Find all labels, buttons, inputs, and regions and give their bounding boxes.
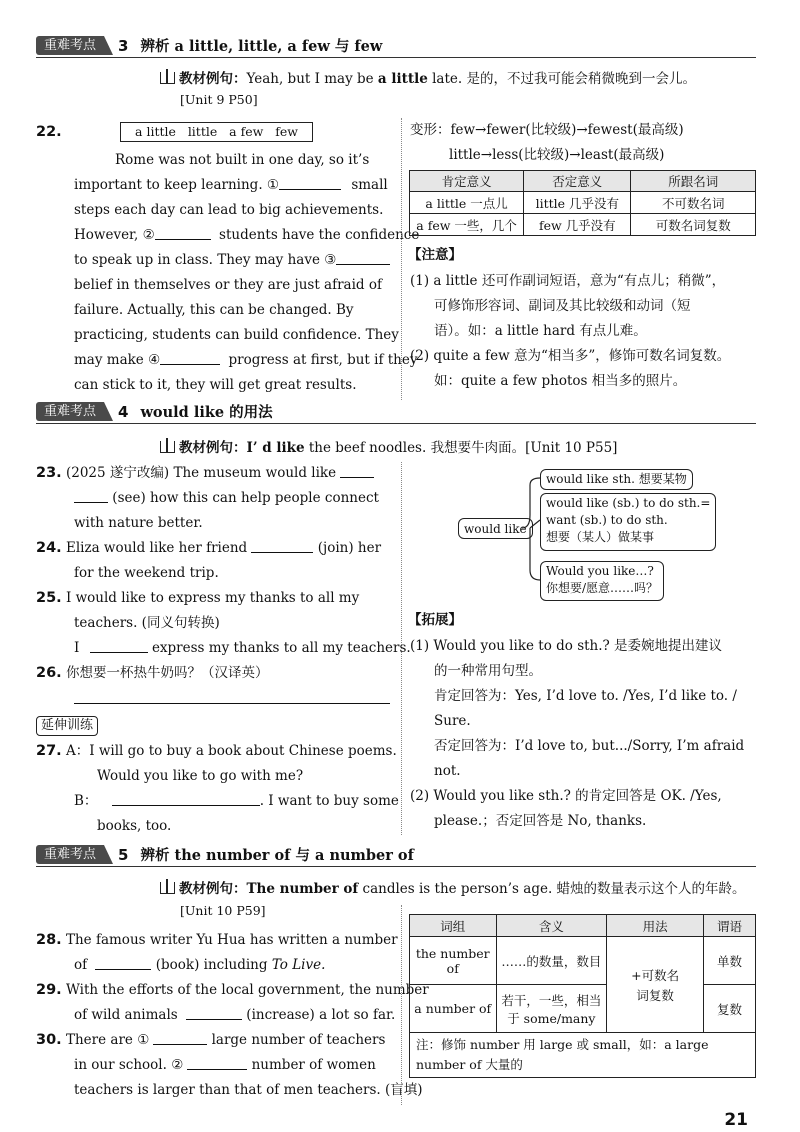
- passage-line: (see) how this can help people connect: [74, 489, 379, 507]
- question-29: 29. With the efforts of the local government, the number: [36, 982, 429, 998]
- expand-line: please.；否定回答是 No, thanks.: [434, 813, 647, 829]
- word-options-box: a little little a few few: [120, 122, 313, 142]
- passage-line: may make ④ progress at first, but if they: [74, 352, 418, 368]
- extension-label: 延伸训练: [36, 716, 98, 736]
- blank-28[interactable]: [95, 957, 151, 970]
- passage-line: practicing, students can build confidence. They: [74, 327, 399, 343]
- question-26: 26. 你想要一杯热牛奶吗？（汉译英）: [36, 665, 269, 681]
- example-sentence: 教材例句：I’ d like the beef noodles. 我想要牛肉面。[Unit 10 P55]: [160, 436, 617, 456]
- passage-line: books, too.: [97, 818, 172, 834]
- notes-title: 【注意】: [408, 247, 462, 263]
- blank-1[interactable]: [279, 177, 341, 190]
- passage-line: However, ② students have the confidence: [74, 227, 420, 243]
- note-line: 如：quite a few photos 相当多的照片。: [434, 373, 687, 389]
- question-number: 22.: [36, 124, 62, 140]
- expand-line: 否定回答为：I’d love to, but.../Sorry, I’m afraid: [434, 738, 745, 754]
- passage-line: important to keep learning. ① small: [74, 177, 388, 193]
- question-30: 30. There are ① large number of teachers: [36, 1032, 386, 1048]
- passage-line: Rome was not built in one day, so it’s: [115, 152, 370, 168]
- note-line: (2) quite a few 意为“相当多”，修饰可数名词复数。: [410, 348, 731, 364]
- blank-25[interactable]: [90, 640, 148, 653]
- blank-27[interactable]: [112, 793, 260, 806]
- example-sentence: 教材例句：Yeah, but I may be a little late. 是的，不过我可能会稍微晚到一会儿。: [160, 67, 696, 87]
- mindmap-root: would like: [458, 518, 533, 539]
- section-badge: 重难考点: [36, 845, 104, 864]
- variant-line: 变形：few→fewer(比较级)→fewest(最高级): [410, 122, 684, 138]
- expand-line: (1) Would you like to do sth.? 是委婉地提出建议: [410, 638, 723, 654]
- expand-line: (2) Would you like sth.? 的肯定回答是 OK. /Yes,: [410, 788, 722, 804]
- section-title: 辨析 a little, little, a few 与 few: [140, 38, 383, 55]
- passage-line: teachers. (同义句转换): [74, 615, 220, 631]
- passage-line: in our school. ② number of women: [74, 1057, 376, 1073]
- blank-29[interactable]: [186, 1007, 242, 1020]
- passage-line: belief in themselves or they are just afraid of: [74, 277, 382, 293]
- answer-line-26[interactable]: [74, 703, 390, 704]
- example-sentence: 教材例句：The number of candles is the person’s age. 蜡烛的数量表示这个人的年龄。: [160, 877, 746, 897]
- column-divider: [401, 905, 402, 1105]
- question-23: 23. (2025 遂宁改编) The museum would like: [36, 464, 374, 482]
- note-line: 语）。如：a little hard 有点儿难。: [434, 323, 647, 339]
- section-badge: 重难考点: [36, 402, 104, 421]
- variant-line: little→less(比较级)→least(最高级): [449, 147, 665, 163]
- book-icon: [160, 72, 175, 84]
- book-icon: [160, 882, 175, 894]
- expand-line: 的一种常用句型。: [434, 663, 542, 679]
- section-header-4: [36, 400, 756, 424]
- note-line: (1) a little 还可作副词短语，意为“有点儿；稍微”，: [410, 273, 726, 289]
- blank-30a[interactable]: [153, 1032, 207, 1045]
- passage-line: with nature better.: [74, 515, 203, 531]
- unit-reference: [Unit 9 P50]: [180, 92, 258, 107]
- section-header-5: [36, 843, 756, 867]
- blank-3[interactable]: [336, 252, 390, 265]
- passage-line: of wild animals (increase) a lot so far.: [74, 1007, 396, 1023]
- expand-title: 【拓展】: [408, 612, 462, 628]
- unit-reference: [Unit 10 P59]: [180, 903, 266, 918]
- passage-line: Would you like to go with me?: [97, 768, 304, 784]
- mindmap-branch: would like sth. 想要某物: [540, 469, 693, 490]
- book-icon: [160, 441, 175, 453]
- passage-line: B： . I want to buy some: [74, 793, 399, 809]
- expand-line: not.: [434, 763, 461, 779]
- blank-2[interactable]: [155, 227, 211, 240]
- passage-line: of (book) including To Live.: [74, 957, 326, 973]
- expand-line: 肯定回答为：Yes, I’d love to. /Yes, I’d like to. /: [434, 688, 737, 704]
- section-header-3: [36, 34, 756, 58]
- blank-23b[interactable]: [74, 490, 108, 503]
- question-28: 28. The famous writer Yu Hua has written a number: [36, 932, 398, 948]
- usage-table: 肯定意义 否定意义 所跟名词 a little 一点儿 little 几乎没有 不可数名词 a few 一些，几个 few 几乎没有 可数名词复数: [409, 170, 756, 236]
- passage-line: to speak up in class. They may have ③: [74, 251, 390, 269]
- page-number: 21: [724, 1110, 748, 1130]
- passage-line: teachers is larger than that of men teachers. (盲填): [74, 1082, 423, 1098]
- blank-23a[interactable]: [340, 465, 374, 478]
- mindmap-branch: Would you like…? 你想要/愿意……吗？: [540, 561, 664, 601]
- note-line: 可修饰形容词、副词及其比较级和动词（短: [434, 298, 691, 314]
- question-25: 25. I would like to express my thanks to all my: [36, 590, 360, 606]
- passage-line: failure. Actually, this can be changed. By: [74, 302, 354, 318]
- passage-line: can stick to it, they will get great results.: [74, 377, 357, 393]
- section-number: 3: [118, 36, 129, 55]
- mindmap-branch: would like (sb.) to do sth.= want (sb.) to do sth. 想要（某人）做某事: [540, 493, 716, 551]
- section-title: 辨析 the number of 与 a number of: [140, 847, 414, 864]
- column-divider: [401, 118, 402, 400]
- question-24: 24. Eliza would like her friend (join) her: [36, 540, 382, 556]
- section-number: 5: [118, 845, 129, 864]
- blank-24[interactable]: [251, 540, 313, 553]
- passage-line: I express my thanks to all my teachers.: [74, 640, 411, 656]
- question-27: 27. A：I will go to buy a book about Chinese poems.: [36, 743, 397, 759]
- column-divider: [401, 462, 402, 835]
- passage-line: for the weekend trip.: [74, 565, 219, 581]
- blank-30b[interactable]: [187, 1057, 247, 1070]
- number-of-table: 词组 含义 用法 谓语 the number of ……的数量，数目 +可数名 单数 a number of 若干，一些，相当于 some/many 词复数 复数 注：修饰 number 用 large 或 small，如：a large number of 大量的: [409, 914, 756, 1078]
- blank-4[interactable]: [160, 352, 220, 365]
- section-title: would like 的用法: [140, 404, 273, 421]
- section-number: 4: [118, 402, 129, 421]
- expand-line: Sure.: [434, 713, 471, 729]
- section-badge: 重难考点: [36, 36, 104, 55]
- passage-line: steps each day can lead to big achievements.: [74, 202, 384, 218]
